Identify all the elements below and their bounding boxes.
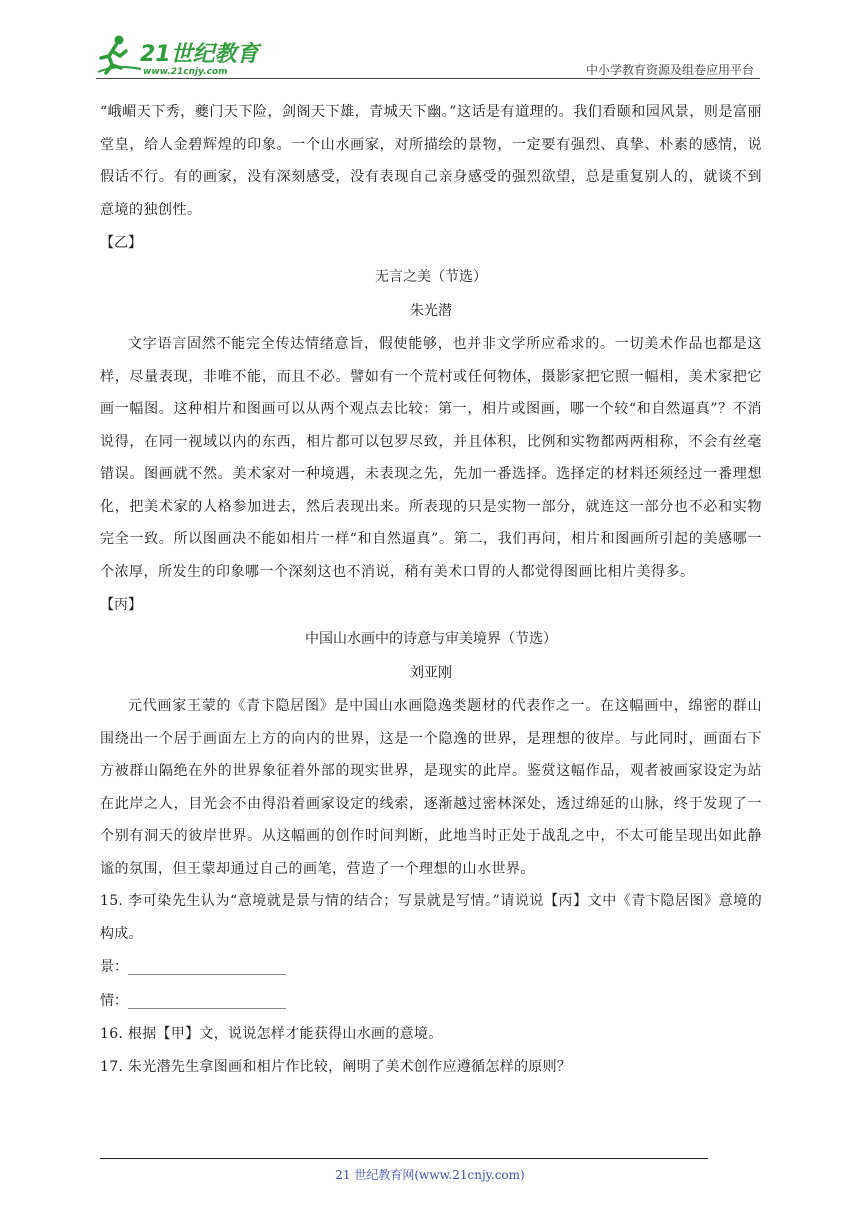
question-15: 15. 李可染先生认为“意境就是景与情的结合；写景就是写情。”请说说【丙】文中《青卞隐居图》意境的构成。 <box>100 893 762 942</box>
yi-author: 朱光潜 <box>410 303 452 319</box>
yi-tag: 【乙】 <box>100 235 142 251</box>
jing-label: 景： <box>100 959 128 975</box>
yi-paragraph: 文字语言固然不能完全传达情绪意旨，假使能够，也并非文学所应希求的。一切美术作品也都是这样，尽量表现，非唯不能，而且不必。譬如有一个荒村或任何物体，摄影家把它照一幅相，美术家把它画一幅图。这种相片和图画可以从两个观点去比较：第一，相片或图画，哪一个较“和自然逼真”？不消说得，在同一视域以内的东西，相片都可以包罗尽致，并且体积，比例和实物都两两相称，不会有丝毫错误。图画就不然。美术家对一种境遇，未表现之先，先加一番选择。选择定的材料还须经过一番理想化，把美术家的人格参加进去，然后表现出来。所表现的只是实物一部分，就连这一部分也不必和实物完全一致。所以图画决不能如相片一样“和自然逼真”。第二，我们再问，相片和图画所引起的美感哪一个浓厚，所发生的印象哪一个深刻这也不消说，稍有美术口胃的人都觉得图画比相片美得多。 <box>100 336 762 580</box>
footer-rule <box>100 1158 708 1159</box>
question-16: 16. 根据【甲】文，说说怎样才能获得山水画的意境。 <box>100 1026 443 1042</box>
page-header <box>96 28 760 80</box>
qing-label: 情： <box>100 993 128 1009</box>
jia-paragraph: “峨嵋天下秀，夔门天下险，剑阁天下雄，青城天下幽。”这话是有道理的。我们看颐和园风景，则是富丽堂皇，给人金碧辉煌的印象。一个山水画家，对所描绘的景物，一定要有强烈、真挚、朴素的感情，说假话不行。有的画家，没有深刻感受，没有表现自己亲身感受的强烈欲望，总是重复别人的，就谈不到意境的独创性。 <box>100 104 762 218</box>
main-content <box>100 96 762 1083</box>
bing-author: 刘亚刚 <box>410 665 452 681</box>
runner-icon <box>98 36 141 74</box>
page-footer: 21 世纪教育网(www.21cnjy.com) <box>335 1168 525 1182</box>
jing-blank[interactable] <box>128 956 286 975</box>
bing-title: 中国山水画中的诗意与审美境界（节选） <box>305 631 557 647</box>
header-rule <box>96 78 760 79</box>
question-17: 17. 朱光潜先生拿图画和相片作比较，阐明了美术创作应遵循怎样的原则？ <box>100 1058 572 1075</box>
platform-name: 中小学教育资源及组卷应用平台 <box>585 63 754 77</box>
bing-paragraph: 元代画家王蒙的《青卞隐居图》是中国山水画隐逸类题材的代表作之一。在这幅画中，绵密的群山围绕出一个居于画面左上方的向内的世界，这是一个隐逸的世界，是理想的彼岸。与此同时，画面右下方被群山隔绝在外的世界象征着外部的现实世界，是现实的此岸。鉴赏这幅作品，观者被画家设定为站在此岸之人，目光会不由得沿着画家设定的线索，逐渐越过密林深处，透过绵延的山脉，终于发现了一个别有洞天的彼岸世界。从这幅画的创作时间判断，此地当时正处于战乱之中，不太可能呈现出如此静谧的氛围，但王蒙却通过自己的画笔，营造了一个理想的山水世界。 <box>100 698 762 877</box>
logo <box>96 34 266 76</box>
bing-tag: 【丙】 <box>100 597 142 613</box>
logo-url: www.21cnjy.com <box>143 67 228 76</box>
qing-blank[interactable] <box>128 990 286 1009</box>
yi-title: 无言之美（节选） <box>375 269 487 285</box>
answer-line-qing <box>100 984 762 1018</box>
answer-line-jing <box>100 950 762 984</box>
logo-text: 21世纪教育 <box>140 42 259 67</box>
